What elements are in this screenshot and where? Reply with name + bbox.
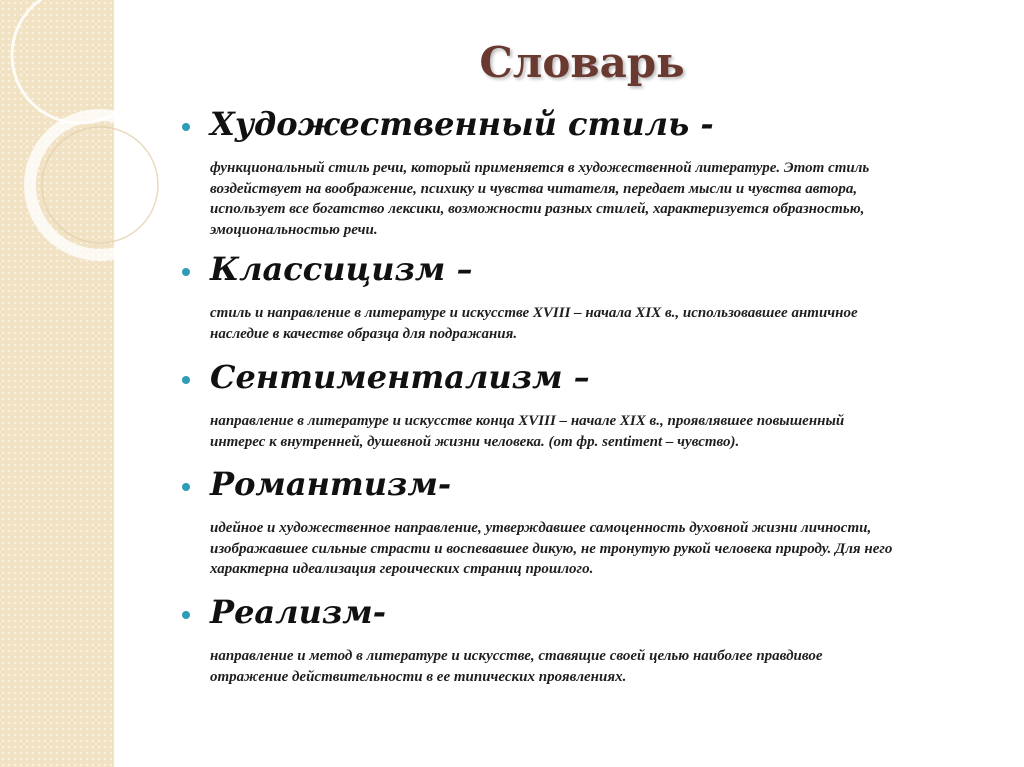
bullet-icon: [182, 123, 190, 131]
term-definition: направление и метод в литературе и искусстве, ставящие своей целью наиболее правдивое отражение действительности в ее типических проявлениях.: [210, 648, 823, 685]
term-title: Классицизм –: [210, 250, 473, 288]
term-definition: функциональный стиль речи, который применяется в художественной литературе. Этот стиль воздействует на воображение, психику и чувства читателя, передает мысли и чувства автора, использует все богатство лексики, возможности разных стилей, характеризуется образностью, эмоциональностью речи.: [210, 160, 870, 238]
glossary-entry-3: [182, 357, 982, 452]
side-strip-edge: [112, 0, 115, 767]
bullet-icon: [182, 268, 190, 276]
term-definition: идейное и художественное направление, утверждавшее самоценность духовной жизни личности, изображавшее сильные страсти и воспевавшее дикую, не тронутую рукой человека природу. Для него характерна идеализация героических страниц прошлого.: [210, 520, 893, 577]
term-definition: стиль и направление в литературе и искусстве XVIII – начала XIX в., использовавшее античное наследие в качестве образца для подражания.: [210, 305, 858, 342]
glossary-entry-4: [182, 464, 982, 580]
glossary-entry-5: [182, 592, 982, 687]
term-title: Реализм-: [210, 593, 386, 631]
glossary-entry-1: [182, 104, 982, 240]
glossary-entry-2: [182, 249, 982, 344]
term-title: Художественный стиль -: [210, 105, 714, 143]
bullet-icon: [182, 611, 190, 619]
bullet-icon: [182, 483, 190, 491]
bullet-icon: [182, 376, 190, 384]
term-title: Романтизм-: [210, 465, 452, 503]
decorative-side-strip: [0, 0, 112, 767]
term-title: Сентиментализм –: [210, 358, 590, 396]
slide-title: Словарь: [479, 38, 685, 87]
term-definition: направление в литературе и искусстве конца XVIII – начале XIX в., проявлявшее повышенный интерес к внутренней, душевной жизни человека. (от фр. sentiment – чувство).: [210, 413, 845, 450]
